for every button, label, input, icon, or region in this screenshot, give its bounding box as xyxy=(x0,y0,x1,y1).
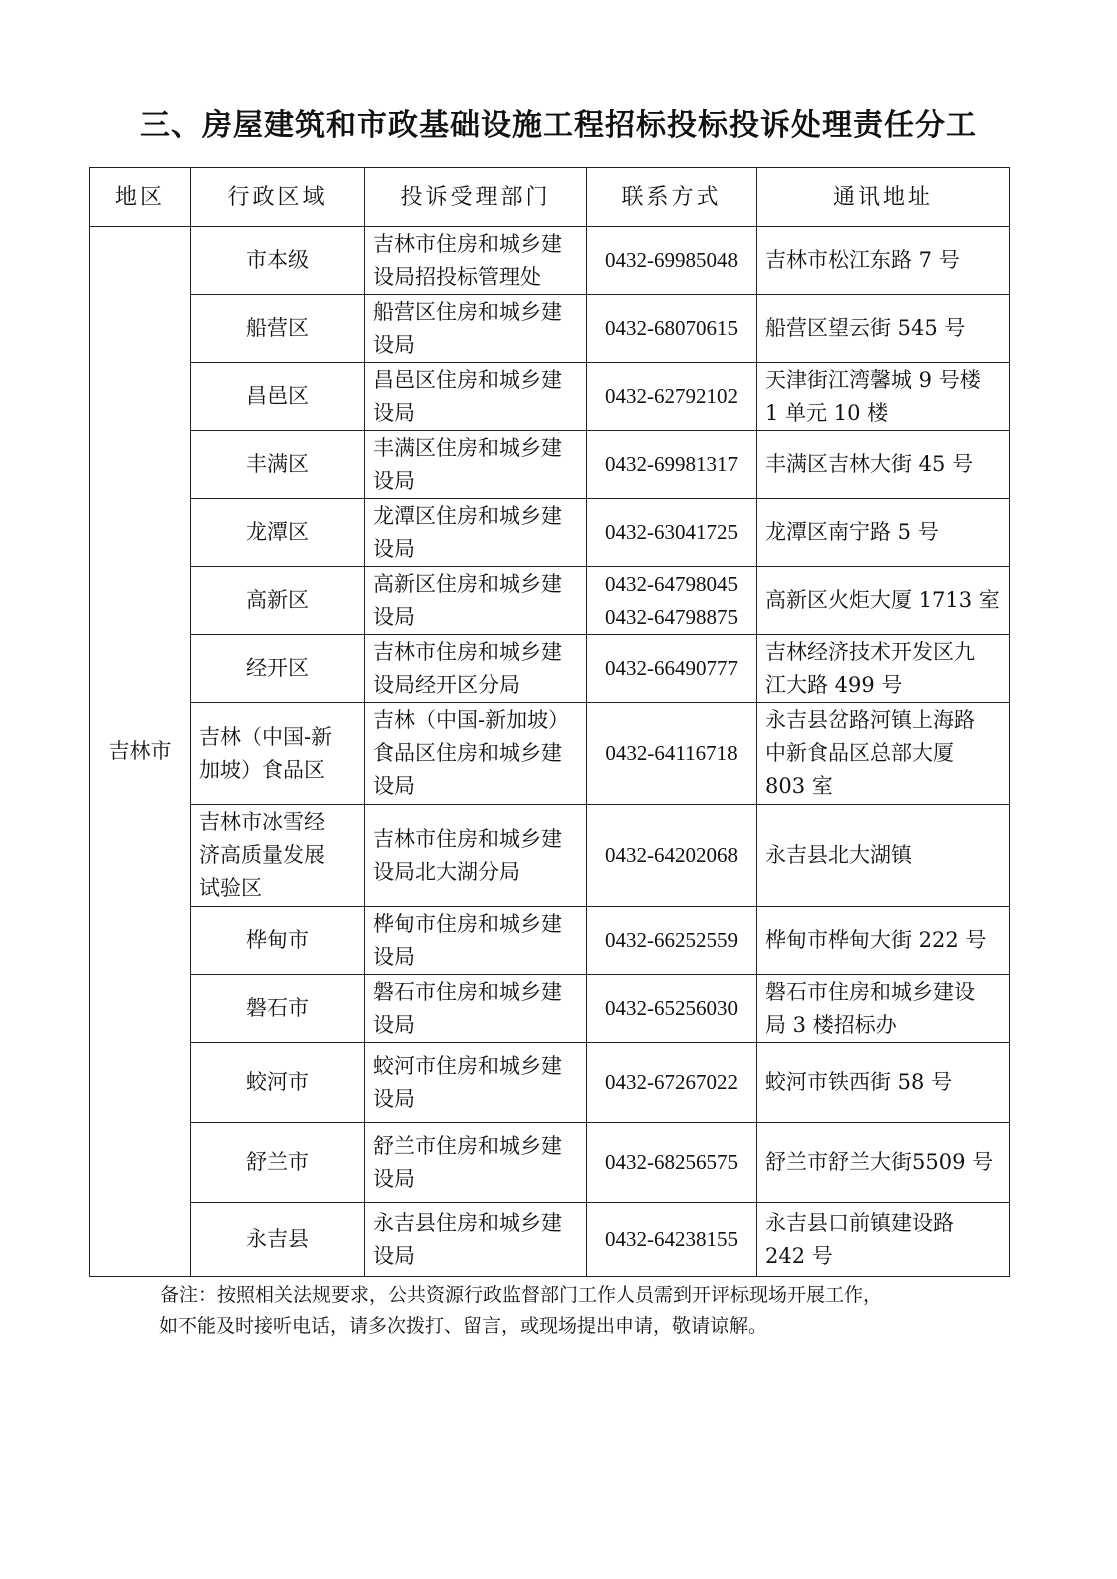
address-cell xyxy=(757,499,1010,567)
department-cell-line: 蛟河市住房和城乡建 xyxy=(373,1053,562,1078)
address-cell-line: 局 3 楼招标办 xyxy=(765,1012,897,1037)
address-cell-line: 高新区火炬大厦 1713 室 xyxy=(765,588,1000,612)
department-cell-line: 设局 xyxy=(373,944,415,969)
area-cell-line: 高新区 xyxy=(246,588,309,612)
page-title: 三、房屋建筑和市政基础设施工程招标投标投诉处理责任分工 xyxy=(140,108,977,143)
address-cell xyxy=(757,907,1010,975)
phone-cell xyxy=(587,1123,757,1203)
department-cell xyxy=(365,703,587,805)
department-cell-line: 桦甸市住房和城乡建 xyxy=(373,911,562,936)
responsibility-table xyxy=(89,167,1010,1277)
phone-cell xyxy=(587,907,757,975)
address-cell xyxy=(757,1203,1010,1277)
address-cell xyxy=(757,703,1010,805)
area-cell-line: 吉林市冰雪经 xyxy=(199,810,325,834)
address-cell-line: 803 室 xyxy=(765,774,833,798)
area-cell-line: 永吉县 xyxy=(246,1227,309,1251)
department-cell-line: 吉林（中国-新加坡） xyxy=(373,708,570,732)
area-cell xyxy=(191,363,365,431)
department-cell xyxy=(365,227,587,295)
header-department: 投诉受理部门 xyxy=(365,168,587,227)
department-cell-line: 设局 xyxy=(373,604,415,629)
address-cell-line: 船营区望云街 545 号 xyxy=(765,316,966,340)
department-cell-line: 设局 xyxy=(373,536,415,561)
address-cell-line: 永吉县北大湖镇 xyxy=(765,843,912,867)
phone-cell-line: 0432-64798045 xyxy=(605,571,738,596)
area-cell-line: 昌邑区 xyxy=(246,384,309,408)
table-row xyxy=(90,295,1010,363)
phone-cell-line: 0432-67267022 xyxy=(605,1070,738,1094)
department-cell-line: 设局 xyxy=(373,1086,415,1111)
department-cell xyxy=(365,499,587,567)
area-cell-line: 加坡）食品区 xyxy=(199,757,325,782)
area-cell-line: 吉林（中国-新 xyxy=(199,724,333,749)
phone-cell-line: 0432-68256575 xyxy=(605,1150,738,1174)
address-cell xyxy=(757,635,1010,703)
department-cell-line: 设局 xyxy=(373,332,415,357)
address-cell-line: 江大路 499 号 xyxy=(765,672,903,697)
area-cell-line: 试验区 xyxy=(199,876,262,900)
department-cell-line: 设局 xyxy=(373,1243,415,1268)
department-cell-line: 设局 xyxy=(373,774,415,798)
department-cell-line: 昌邑区住房和城乡建 xyxy=(373,367,562,392)
department-cell xyxy=(365,975,587,1043)
phone-cell-line: 0432-64798875 xyxy=(605,604,738,629)
address-cell xyxy=(757,567,1010,635)
phone-cell xyxy=(587,1203,757,1277)
header-area: 行政区域 xyxy=(191,168,365,227)
footnote-line-2: 如不能及时接听电话，请多次拨打、留言，或现场提出申请，敬请谅解。 xyxy=(159,1315,768,1337)
area-cell-line: 蛟河市 xyxy=(246,1070,309,1094)
area-cell-line: 市本级 xyxy=(246,248,309,272)
table-row xyxy=(90,499,1010,567)
area-cell xyxy=(191,295,365,363)
phone-cell xyxy=(587,431,757,499)
department-cell-line: 龙潭区住房和城乡建 xyxy=(373,503,562,528)
table-row xyxy=(90,805,1010,907)
table-row xyxy=(90,567,1010,635)
address-cell xyxy=(757,363,1010,431)
department-cell xyxy=(365,1043,587,1123)
address-cell-line: 桦甸市桦甸大街 222 号 xyxy=(765,928,987,952)
table-row xyxy=(90,1123,1010,1203)
address-cell xyxy=(757,975,1010,1043)
department-cell xyxy=(365,295,587,363)
department-cell xyxy=(365,907,587,975)
area-cell xyxy=(191,1123,365,1203)
phone-cell-line: 0432-69985048 xyxy=(605,248,738,272)
address-cell-line: 天津街江湾馨城 9 号楼 xyxy=(765,367,981,392)
area-cell xyxy=(191,499,365,567)
table-row xyxy=(90,907,1010,975)
address-cell xyxy=(757,1043,1010,1123)
department-cell-line: 吉林市住房和城乡建 xyxy=(373,639,562,664)
area-cell xyxy=(191,567,365,635)
department-cell xyxy=(365,363,587,431)
phone-cell-line: 0432-66490777 xyxy=(605,656,738,680)
phone-cell-line: 0432-64202068 xyxy=(605,843,738,867)
address-cell-line: 吉林市松江东路 7 号 xyxy=(765,248,960,272)
table-header-row xyxy=(90,168,1010,227)
department-cell-line: 永吉县住房和城乡建 xyxy=(373,1210,562,1235)
department-cell-line: 舒兰市住房和城乡建 xyxy=(373,1133,562,1158)
department-cell-line: 船营区住房和城乡建 xyxy=(373,299,562,324)
address-cell-line: 吉林经济技术开发区九 xyxy=(765,639,975,664)
table-row xyxy=(90,227,1010,295)
department-cell-line: 设局 xyxy=(373,400,415,425)
phone-cell-line: 0432-64238155 xyxy=(605,1227,738,1251)
department-cell xyxy=(365,567,587,635)
area-cell-line: 磐石市 xyxy=(246,996,309,1020)
phone-cell xyxy=(587,703,757,805)
table-row xyxy=(90,975,1010,1043)
phone-cell-line: 0432-66252559 xyxy=(605,928,738,952)
department-cell xyxy=(365,805,587,907)
area-cell xyxy=(191,431,365,499)
department-cell-line: 吉林市住房和城乡建 xyxy=(373,231,562,256)
address-cell-line: 中新食品区总部大厦 xyxy=(765,741,954,765)
area-cell-line: 桦甸市 xyxy=(246,928,309,952)
area-cell-line: 船营区 xyxy=(246,316,309,340)
address-cell xyxy=(757,1123,1010,1203)
footnote xyxy=(160,1280,1020,1342)
area-cell xyxy=(191,975,365,1043)
area-cell xyxy=(191,805,365,907)
department-cell-line: 食品区住房和城乡建 xyxy=(373,741,562,765)
phone-cell xyxy=(587,805,757,907)
address-cell-line: 蛟河市铁西街 58 号 xyxy=(765,1070,953,1094)
area-cell xyxy=(191,907,365,975)
department-cell xyxy=(365,431,587,499)
phone-cell xyxy=(587,295,757,363)
department-cell xyxy=(365,1203,587,1277)
address-cell-line: 磐石市住房和城乡建设 xyxy=(765,979,975,1004)
phone-cell-line: 0432-68070615 xyxy=(605,316,738,340)
phone-cell xyxy=(587,363,757,431)
region-cell: 吉林市 xyxy=(90,227,191,1277)
header-contact: 联系方式 xyxy=(587,168,757,227)
area-cell-line: 济高质量发展 xyxy=(199,843,325,867)
footnote-line-1: 备注：按照相关法规要求，公共资源行政监督部门工作人员需到开评标现场开展工作， xyxy=(160,1284,883,1306)
department-cell-line: 吉林市住房和城乡建 xyxy=(373,826,562,851)
department-cell-line: 设局 xyxy=(373,1166,415,1191)
department-cell-line: 丰满区住房和城乡建 xyxy=(373,435,562,460)
table-row xyxy=(90,431,1010,499)
department-cell-line: 设局北大湖分局 xyxy=(373,859,520,884)
phone-cell-line: 0432-65256030 xyxy=(605,996,738,1020)
area-cell-line: 经开区 xyxy=(246,656,309,680)
area-cell-line: 龙潭区 xyxy=(246,520,309,544)
address-cell-line: 舒兰市舒兰大街5509 号 xyxy=(765,1150,994,1174)
table-row xyxy=(90,363,1010,431)
area-cell xyxy=(191,1043,365,1123)
address-cell xyxy=(757,227,1010,295)
phone-cell xyxy=(587,975,757,1043)
department-cell xyxy=(365,635,587,703)
area-cell-line: 舒兰市 xyxy=(246,1150,309,1174)
area-cell xyxy=(191,1203,365,1277)
address-cell-line: 丰满区吉林大街 45 号 xyxy=(765,452,974,476)
phone-cell-line: 0432-69981317 xyxy=(605,452,738,476)
area-cell-line: 丰满区 xyxy=(246,452,309,476)
department-cell-line: 设局 xyxy=(373,1012,415,1037)
phone-cell xyxy=(587,635,757,703)
department-cell-line: 磐石市住房和城乡建 xyxy=(373,979,562,1004)
header-address: 通讯地址 xyxy=(757,168,1010,227)
header-region: 地区 xyxy=(90,168,191,227)
department-cell-line: 设局招投标管理处 xyxy=(373,264,541,289)
address-cell-line: 242 号 xyxy=(765,1243,833,1268)
address-cell-line: 龙潭区南宁路 5 号 xyxy=(765,520,939,544)
address-cell xyxy=(757,295,1010,363)
address-cell-line: 1 单元 10 楼 xyxy=(765,400,889,425)
phone-cell-line: 0432-62792102 xyxy=(605,384,738,408)
area-cell xyxy=(191,703,365,805)
phone-cell-line: 0432-63041725 xyxy=(605,520,738,544)
phone-cell xyxy=(587,567,757,635)
address-cell xyxy=(757,431,1010,499)
table-row xyxy=(90,635,1010,703)
department-cell-line: 高新区住房和城乡建 xyxy=(373,571,562,596)
department-cell-line: 设局经开区分局 xyxy=(373,672,520,697)
area-cell xyxy=(191,635,365,703)
phone-cell xyxy=(587,227,757,295)
phone-cell xyxy=(587,499,757,567)
phone-cell xyxy=(587,1043,757,1123)
area-cell xyxy=(191,227,365,295)
department-cell xyxy=(365,1123,587,1203)
department-cell-line: 设局 xyxy=(373,468,415,493)
table-row xyxy=(90,703,1010,805)
address-cell-line: 永吉县口前镇建设路 xyxy=(765,1210,954,1235)
address-cell-line: 永吉县岔路河镇上海路 xyxy=(765,708,975,732)
address-cell xyxy=(757,805,1010,907)
phone-cell-line: 0432-64116718 xyxy=(605,741,738,765)
table-row xyxy=(90,1203,1010,1277)
table-row xyxy=(90,1043,1010,1123)
